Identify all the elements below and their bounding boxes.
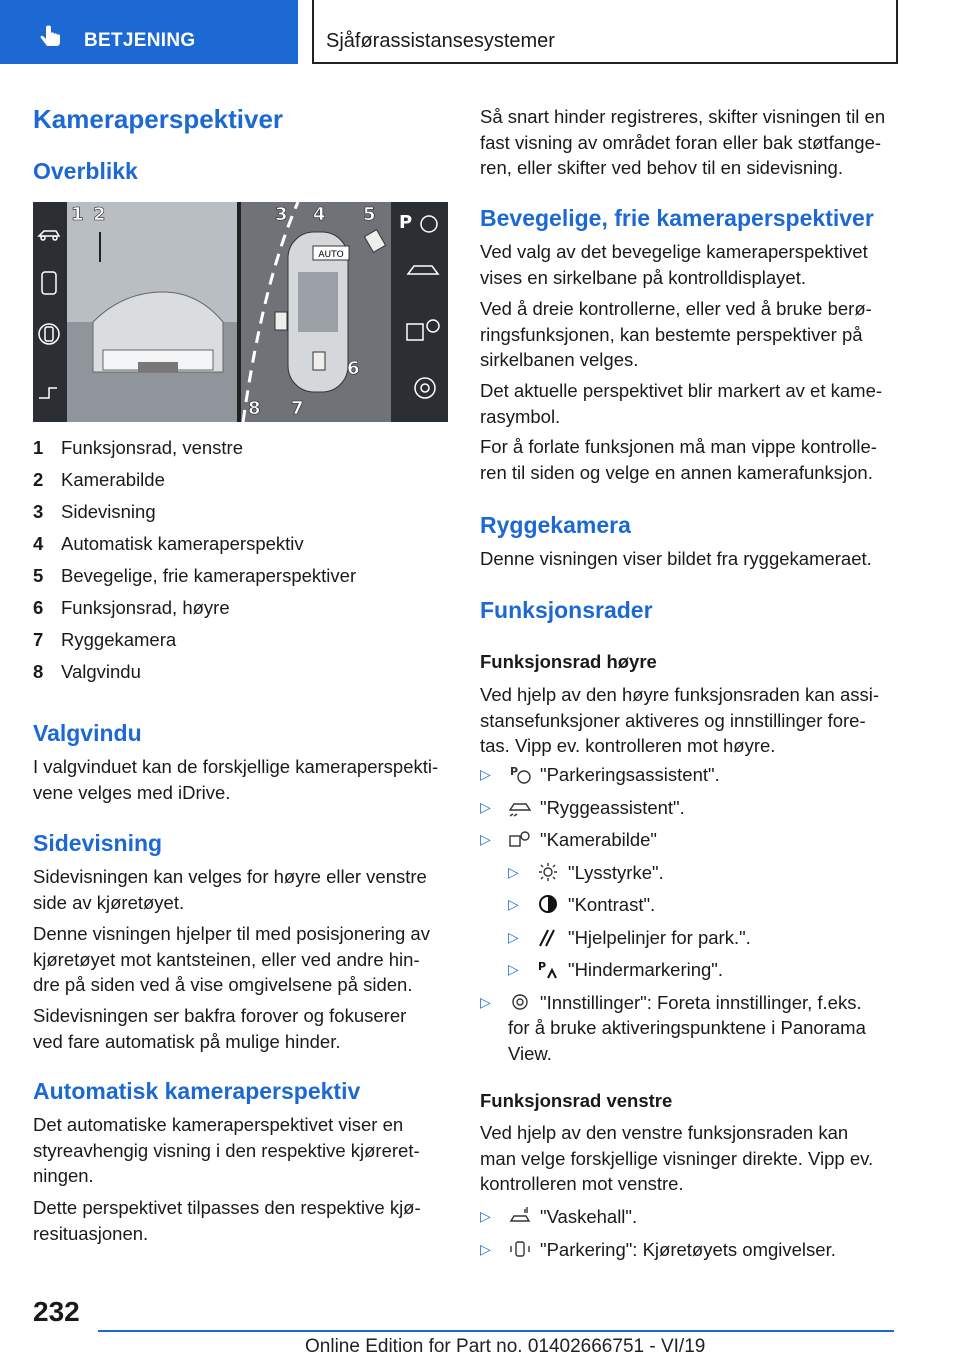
sidevisning-heading: Sidevisning — [33, 830, 163, 856]
text-line: Så snart hinder registreres, skifter visningen til en — [480, 106, 886, 127]
legend-number: 4 — [33, 533, 44, 554]
function-label: "Innstillinger": Foreta innstillinger, f.eks. — [540, 991, 862, 1013]
text-line: Denne visningen hjelper til med posisjonering av — [33, 923, 430, 944]
automatisk-heading: Automatisk kameraperspektiv — [33, 1078, 361, 1104]
text-line: vene velges med iDrive. — [33, 781, 231, 803]
text-line: side av kjøretøyet. — [33, 891, 185, 913]
sidevisning-p1 — [33, 864, 453, 915]
bullet-icon: ▷ — [480, 798, 491, 815]
function-label: "Ryggeassistent". — [540, 796, 685, 818]
bevegelige-p3 — [480, 378, 898, 429]
bullet-icon: ▷ — [480, 993, 491, 1010]
callout-3: 3 — [275, 204, 288, 225]
chapter-tab — [312, 0, 898, 64]
reversing-assistant-icon — [508, 796, 532, 825]
sidevisning-p3 — [33, 1003, 453, 1054]
function-label-continued: View. — [508, 1042, 552, 1064]
text-line: ved fare automatisk på mulige hinder. — [33, 1030, 341, 1052]
bullet-icon: ▷ — [480, 1208, 491, 1224]
page-number: 232 — [33, 1296, 80, 1327]
text-line: man velge forskjellige visninger direkte. Vipp ev. — [480, 1147, 874, 1169]
svg-text:P: P — [538, 960, 547, 973]
camera-illustration — [33, 202, 448, 422]
text-line: tas. Vipp ev. kontrolleren mot høyre. — [480, 735, 776, 757]
legend-item — [33, 464, 453, 496]
text-line: resituasjonen. — [33, 1222, 149, 1244]
text-line: Ved hjelp av den venstre funksjonsraden kan — [480, 1122, 849, 1143]
text-line: ren til siden og velge en annen kamerafunksjon. — [480, 461, 873, 483]
legend-number: 2 — [33, 469, 44, 490]
funksjonsrader-heading: Funksjonsrader — [480, 597, 653, 623]
bevegelige-p4 — [480, 434, 898, 485]
legend-item — [33, 432, 453, 464]
bevegelige-p1 — [480, 239, 898, 290]
function-label-continued: for å bruke aktiveringspunktene i Panorama — [508, 1017, 866, 1039]
bullet-icon: ▷ — [508, 863, 519, 880]
text-line: ningen. — [33, 1165, 94, 1187]
overview-heading: Overblikk — [33, 158, 138, 184]
text-line: ringsfunksjonen, kan bestemte perspektiver på — [480, 323, 863, 345]
legend-item — [33, 656, 453, 688]
legend-number: 6 — [33, 597, 44, 618]
figure-legend — [33, 432, 453, 688]
text-line: Ved hjelp av den høyre funksjonsraden kan assi‐ — [480, 684, 880, 705]
park-label: P — [399, 212, 413, 233]
footer-divider — [98, 1330, 894, 1332]
right-row-text — [480, 682, 898, 759]
section-label: BETJENING — [84, 30, 196, 51]
edition-text: Online Edition for Part no. 01402666751 - VI/19 — [305, 1336, 706, 1357]
section-tab — [0, 0, 298, 64]
contrast-icon — [536, 893, 560, 922]
legend-item — [33, 496, 453, 528]
legend-number: 7 — [33, 629, 44, 650]
text-line: ren, eller skifter ved behov til en sidevisning. — [480, 157, 843, 179]
chapter-title: Sjåførassistansesystemer — [326, 30, 555, 52]
text-line: fast visning av området foran eller bak støtfange‐ — [480, 131, 882, 153]
text-line: dre på siden ved å vise omgivelsene på siden. — [33, 974, 413, 996]
text-line: Det automatiske kameraperspektivet viser en — [33, 1114, 404, 1135]
camera-image-icon — [508, 828, 532, 857]
parking-assistant-icon — [508, 763, 532, 792]
bullet-icon: ▷ — [480, 1240, 491, 1257]
legend-item — [33, 592, 453, 624]
bullet-icon: ▷ — [480, 831, 491, 847]
function-label: "Lysstyrke". — [568, 861, 664, 883]
camera-view-figure — [33, 202, 448, 422]
left-row-subheading: Funksjonsrad venstre — [480, 1090, 673, 1111]
legend-label: Ryggekamera — [61, 629, 177, 650]
callout-6: 6 — [347, 358, 360, 379]
text-line: styreavhengig visning i den respektive kjøreret‐ — [33, 1139, 420, 1161]
text-line: kjøretøyet mot kantsteinen, eller ved andre hin‐ — [33, 948, 420, 970]
callout-2: 2 — [93, 204, 106, 225]
automatisk-p1 — [33, 1112, 453, 1189]
bevegelige-p2 — [480, 296, 898, 373]
bevegelige-heading: Bevegelige, frie kameraperspektiver — [480, 205, 874, 231]
text-line: vises en sirkelbane på kontrolldisplayet. — [480, 266, 806, 288]
legend-item — [33, 528, 453, 560]
valgvindu-text — [33, 754, 453, 805]
function-label: "Kontrast". — [568, 894, 656, 915]
legend-number: 5 — [33, 565, 44, 586]
bullet-icon: ▷ — [480, 766, 491, 782]
text-line: Sidevisningen kan velges for høyre eller venstre — [33, 866, 427, 887]
function-label: "Parkeringsassistent". — [540, 764, 720, 785]
legend-label: Sidevisning — [61, 501, 156, 522]
text-line: sirkelbanen velges. — [480, 349, 639, 371]
callout-1: 1 — [71, 204, 84, 225]
left-row-text — [480, 1120, 898, 1197]
legend-item — [33, 624, 453, 656]
hand-pointer-icon — [38, 24, 64, 50]
legend-label: Funksjonsrad, venstre — [61, 437, 244, 458]
callout-8: 8 — [248, 398, 261, 419]
text-line: I valgvinduet kan de forskjellige kameraperspekti‐ — [33, 756, 439, 777]
auto-label: AUTO — [318, 250, 344, 260]
legend-label: Kamerabilde — [61, 469, 165, 490]
text-line: Dette perspektivet tilpasses den respektive kjø‐ — [33, 1197, 421, 1218]
legend-number: 3 — [33, 501, 44, 522]
legend-label: Funksjonsrad, høyre — [61, 597, 230, 618]
function-label: "Hindermarkering". — [568, 959, 724, 980]
bullet-icon: ▷ — [508, 961, 519, 977]
text-line: Det aktuelle perspektivet blir markert av et kame‐ — [480, 380, 883, 401]
function-label: "Parkering": Kjøretøyets omgivelser. — [540, 1238, 836, 1260]
brightness-icon — [536, 861, 560, 890]
callout-7: 7 — [291, 398, 304, 419]
legend-label: Valgvindu — [61, 661, 141, 682]
parking-surroundings-icon — [508, 1238, 532, 1267]
function-label: "Hjelpelinjer for park.". — [568, 926, 751, 948]
function-label: "Kamerabilde" — [540, 829, 657, 850]
ryggekamera-heading: Ryggekamera — [480, 512, 631, 538]
function-label: "Vaskehall". — [540, 1206, 638, 1227]
text-line: kontrolleren mot venstre. — [480, 1173, 684, 1195]
callout-5: 5 — [363, 204, 376, 225]
text-line: Sidevisningen ser bakfra forover og fokuserer — [33, 1005, 407, 1026]
bullet-icon: ▷ — [508, 896, 519, 912]
legend-label: Bevegelige, frie kameraperspektiver — [61, 565, 357, 586]
right-row-subheading: Funksjonsrad høyre — [480, 651, 657, 672]
bullet-icon: ▷ — [508, 928, 519, 945]
legend-number: 8 — [33, 661, 44, 682]
text-line: Ved å dreie kontrollerne, eller ved å bruke berø‐ — [480, 298, 872, 319]
obstacle-marking-icon — [536, 958, 560, 987]
legend-number: 1 — [33, 437, 44, 458]
legend-item — [33, 560, 453, 592]
automatisk-p2 — [33, 1195, 453, 1246]
text-line: stansefunksjoner aktiveres og innstillinger fore‐ — [480, 709, 866, 731]
right-intro — [480, 104, 898, 181]
text-line: Denne visningen viser bildet fra ryggekameraet. — [480, 548, 872, 569]
sidevisning-p2 — [33, 921, 453, 998]
callout-4: 4 — [313, 204, 326, 225]
ryggekamera-p1 — [480, 546, 898, 572]
text-line: rasymbol. — [480, 405, 561, 427]
text-line: For å forlate funksjonen må man vippe kontrolle‐ — [480, 436, 877, 457]
car-wash-icon — [508, 1205, 532, 1234]
parking-lines-icon — [536, 926, 560, 955]
legend-label: Automatisk kameraperspektiv — [61, 533, 304, 554]
text-line: Ved valg av det bevegelige kameraperspektivet — [480, 241, 868, 262]
page-title: Kameraperspektiver — [33, 104, 284, 134]
valgvindu-heading: Valgvindu — [33, 720, 142, 746]
svg-text:P: P — [510, 765, 519, 778]
